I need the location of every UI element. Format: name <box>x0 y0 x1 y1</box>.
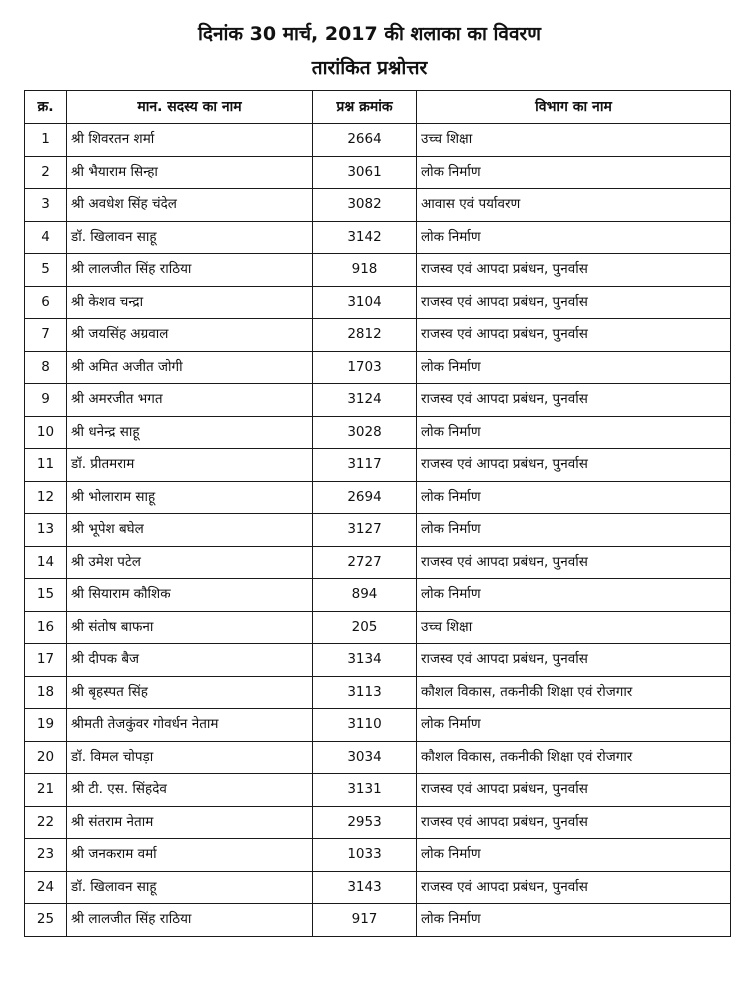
member-name-cell: श्री अवधेश सिंह चंदेल <box>67 189 313 222</box>
serial-cell: 15 <box>25 579 67 612</box>
serial-cell: 6 <box>25 286 67 319</box>
table-row <box>25 156 731 189</box>
serial-cell: 1 <box>25 124 67 157</box>
question-number-cell: 3131 <box>313 774 417 807</box>
table-row <box>25 514 731 547</box>
department-cell: राजस्व एवं आपदा प्रबंधन, पुनर्वास <box>417 644 731 677</box>
department-cell: लोक निर्माण <box>417 156 731 189</box>
table-row <box>25 871 731 904</box>
table-row <box>25 254 731 287</box>
table-row <box>25 904 731 937</box>
table-row <box>25 676 731 709</box>
column-header-question-number: प्रश्न क्रमांक <box>313 91 417 124</box>
department-cell: राजस्व एवं आपदा प्रबंधन, पुनर्वास <box>417 286 731 319</box>
department-cell: राजस्व एवं आपदा प्रबंधन, पुनर्वास <box>417 806 731 839</box>
member-name-cell: श्री टी. एस. सिंहदेव <box>67 774 313 807</box>
column-header-serial: क्र. <box>25 91 67 124</box>
member-name-cell: श्री संतोष बाफना <box>67 611 313 644</box>
questions-table <box>24 90 731 937</box>
member-name-cell: श्री भोलाराम साहू <box>67 481 313 514</box>
department-cell: लोक निर्माण <box>417 351 731 384</box>
member-name-cell: डॉ. खिलावन साहू <box>67 871 313 904</box>
table-row <box>25 579 731 612</box>
question-number-cell: 2664 <box>313 124 417 157</box>
table-row <box>25 741 731 774</box>
serial-cell: 16 <box>25 611 67 644</box>
question-number-cell: 918 <box>313 254 417 287</box>
serial-cell: 22 <box>25 806 67 839</box>
question-number-cell: 3028 <box>313 416 417 449</box>
serial-cell: 23 <box>25 839 67 872</box>
question-number-cell: 2727 <box>313 546 417 579</box>
serial-cell: 10 <box>25 416 67 449</box>
serial-cell: 14 <box>25 546 67 579</box>
serial-cell: 12 <box>25 481 67 514</box>
table-row <box>25 221 731 254</box>
member-name-cell: श्री जनकराम वर्मा <box>67 839 313 872</box>
table-row <box>25 806 731 839</box>
department-cell: लोक निर्माण <box>417 221 731 254</box>
member-name-cell: डॉ. विमल चोपड़ा <box>67 741 313 774</box>
serial-cell: 17 <box>25 644 67 677</box>
question-number-cell: 3110 <box>313 709 417 742</box>
table-header-row <box>25 91 731 124</box>
question-number-cell: 2953 <box>313 806 417 839</box>
table-row <box>25 774 731 807</box>
question-number-cell: 3117 <box>313 449 417 482</box>
member-name-cell: श्री अमरजीत भगत <box>67 384 313 417</box>
serial-cell: 9 <box>25 384 67 417</box>
member-name-cell: श्री दीपक बैज <box>67 644 313 677</box>
department-cell: राजस्व एवं आपदा प्रबंधन, पुनर्वास <box>417 546 731 579</box>
table-row <box>25 481 731 514</box>
table-row <box>25 124 731 157</box>
question-number-cell: 3124 <box>313 384 417 417</box>
serial-cell: 3 <box>25 189 67 222</box>
department-cell: लोक निर्माण <box>417 839 731 872</box>
table-row <box>25 351 731 384</box>
table-row <box>25 644 731 677</box>
member-name-cell: श्री भूपेश बघेल <box>67 514 313 547</box>
table-row <box>25 286 731 319</box>
serial-cell: 13 <box>25 514 67 547</box>
serial-cell: 2 <box>25 156 67 189</box>
department-cell: उच्च शिक्षा <box>417 124 731 157</box>
department-cell: राजस्व एवं आपदा प्रबंधन, पुनर्वास <box>417 254 731 287</box>
department-cell: लोक निर्माण <box>417 904 731 937</box>
department-cell: लोक निर्माण <box>417 514 731 547</box>
column-header-member-name: मान. सदस्य का नाम <box>67 91 313 124</box>
department-cell: कौशल विकास, तकनीकी शिक्षा एवं रोजगार <box>417 741 731 774</box>
page-subtitle: तारांकित प्रश्नोत्तर <box>311 57 428 79</box>
member-name-cell: श्री केशव चन्द्रा <box>67 286 313 319</box>
question-number-cell: 3061 <box>313 156 417 189</box>
table-row <box>25 416 731 449</box>
serial-cell: 19 <box>25 709 67 742</box>
department-cell: लोक निर्माण <box>417 579 731 612</box>
table-row <box>25 449 731 482</box>
question-number-cell: 3104 <box>313 286 417 319</box>
serial-cell: 24 <box>25 871 67 904</box>
question-number-cell: 3127 <box>313 514 417 547</box>
table-row <box>25 839 731 872</box>
serial-cell: 20 <box>25 741 67 774</box>
table-row <box>25 319 731 352</box>
department-cell: लोक निर्माण <box>417 416 731 449</box>
member-name-cell: श्री उमेश पटेल <box>67 546 313 579</box>
member-name-cell: श्री लालजीत सिंह राठिया <box>67 254 313 287</box>
serial-cell: 4 <box>25 221 67 254</box>
department-cell: राजस्व एवं आपदा प्रबंधन, पुनर्वास <box>417 774 731 807</box>
member-name-cell: श्री शिवरतन शर्मा <box>67 124 313 157</box>
serial-cell: 21 <box>25 774 67 807</box>
page-title: दिनांक 30 मार्च, 2017 की शलाका का विवरण <box>197 23 542 45</box>
member-name-cell: डॉ. प्रीतमराम <box>67 449 313 482</box>
department-cell: राजस्व एवं आपदा प्रबंधन, पुनर्वास <box>417 871 731 904</box>
member-name-cell: श्री लालजीत सिंह राठिया <box>67 904 313 937</box>
table-row <box>25 709 731 742</box>
department-cell: उच्च शिक्षा <box>417 611 731 644</box>
table-row <box>25 611 731 644</box>
question-number-cell: 894 <box>313 579 417 612</box>
serial-cell: 25 <box>25 904 67 937</box>
department-cell: राजस्व एवं आपदा प्रबंधन, पुनर्वास <box>417 319 731 352</box>
table-row <box>25 384 731 417</box>
department-cell: लोक निर्माण <box>417 709 731 742</box>
question-number-cell: 917 <box>313 904 417 937</box>
department-cell: लोक निर्माण <box>417 481 731 514</box>
question-number-cell: 2694 <box>313 481 417 514</box>
member-name-cell: श्री भैयाराम सिन्हा <box>67 156 313 189</box>
question-number-cell: 2812 <box>313 319 417 352</box>
department-cell: आवास एवं पर्यावरण <box>417 189 731 222</box>
table-body <box>25 124 731 937</box>
member-name-cell: श्री सियाराम कौशिक <box>67 579 313 612</box>
question-number-cell: 1703 <box>313 351 417 384</box>
member-name-cell: श्री संतराम नेताम <box>67 806 313 839</box>
question-number-cell: 3143 <box>313 871 417 904</box>
question-number-cell: 3113 <box>313 676 417 709</box>
serial-cell: 7 <box>25 319 67 352</box>
serial-cell: 8 <box>25 351 67 384</box>
question-number-cell: 3034 <box>313 741 417 774</box>
department-cell: राजस्व एवं आपदा प्रबंधन, पुनर्वास <box>417 449 731 482</box>
member-name-cell: डॉ. खिलावन साहू <box>67 221 313 254</box>
member-name-cell: श्री अमित अजीत जोगी <box>67 351 313 384</box>
member-name-cell: श्री जयसिंह अग्रवाल <box>67 319 313 352</box>
question-number-cell: 1033 <box>313 839 417 872</box>
department-cell: कौशल विकास, तकनीकी शिक्षा एवं रोजगार <box>417 676 731 709</box>
serial-cell: 5 <box>25 254 67 287</box>
member-name-cell: श्रीमती तेजकुंवर गोवर्धन नेताम <box>67 709 313 742</box>
table-row <box>25 189 731 222</box>
table-row <box>25 546 731 579</box>
column-header-department: विभाग का नाम <box>417 91 731 124</box>
question-number-cell: 205 <box>313 611 417 644</box>
department-cell: राजस्व एवं आपदा प्रबंधन, पुनर्वास <box>417 384 731 417</box>
serial-cell: 18 <box>25 676 67 709</box>
member-name-cell: श्री धनेन्द्र साहू <box>67 416 313 449</box>
member-name-cell: श्री बृहस्पत सिंह <box>67 676 313 709</box>
question-number-cell: 3142 <box>313 221 417 254</box>
question-number-cell: 3134 <box>313 644 417 677</box>
serial-cell: 11 <box>25 449 67 482</box>
question-number-cell: 3082 <box>313 189 417 222</box>
